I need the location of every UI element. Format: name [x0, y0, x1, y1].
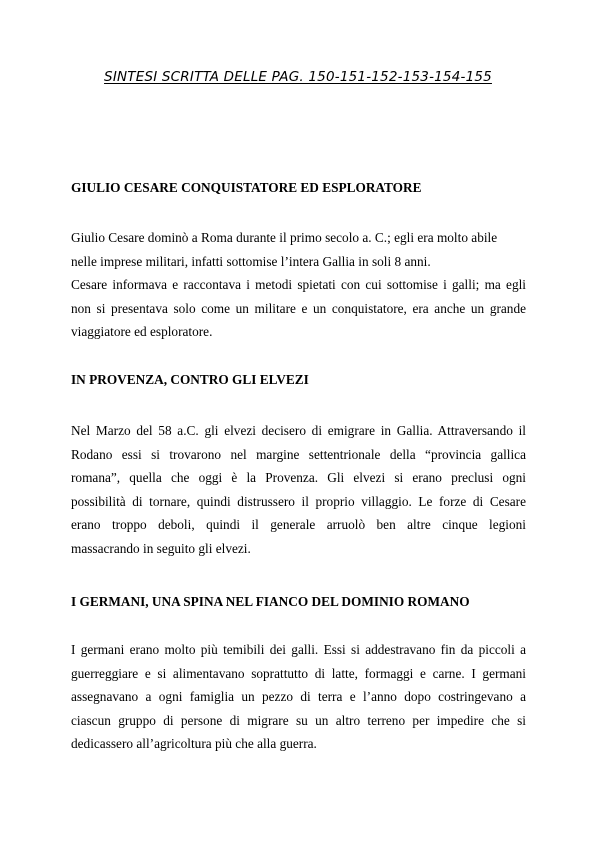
document-title: SINTESI SCRITTA DELLE PAG. 150-151-152-153-154-155: [104, 69, 492, 85]
paragraph-line: viaggiatore ed esploratore.: [71, 324, 213, 339]
paragraph-line: I germani erano molto più temibili dei galli. Essi si addestravano fin da piccoli a: [71, 642, 526, 657]
paragraph-line: massacrando in seguito gli elvezi.: [71, 540, 251, 556]
paragraph-line: Giulio Cesare dominò a Roma durante il primo secolo a. C.; egli era molto abile: [71, 230, 498, 245]
paragraph-line: romana”, quella che oggi è la Provenza. Gli elvezi si erano preclusi ogni: [71, 470, 526, 485]
paragraph-line: dedicassero all’agricoltura più che alla guerra.: [71, 736, 317, 751]
paragraph-line: Rodano essi si trovarono nel margine settentrionale della “provincia gallica: [71, 446, 526, 462]
section-paragraph-provenza: [71, 419, 526, 560]
paragraph-line: Cesare informava e raccontava i metodi spietati con cui sottomise i galli; ma egli: [71, 277, 526, 292]
paragraph-line: nelle imprese militari, infatti sottomise l’intera Gallia in soli 8 anni.: [71, 253, 431, 269]
paragraph-line: possibilità di tornare, quindi distrussero il proprio villaggio. Le forze di Cesare: [71, 493, 526, 509]
paragraph-line: non si presentava solo come un militare e un conquistatore, era anche un grande: [71, 300, 526, 316]
paragraph-line: ciascun gruppo di persone di migrare su un altro terreno per impedire che si: [71, 712, 526, 728]
paragraph-line: guerreggiare e si alimentavano soprattutto di latte, formaggi e carne. I germani: [71, 665, 526, 681]
section-paragraph-germani: [71, 638, 526, 756]
paragraph-line: erano troppo deboli, quindi il generale arruolò ben altre cinque legioni: [71, 517, 526, 532]
paragraph-line: assegnavano a ogni famiglia un pezzo di terra e l’anno dopo costringevano a: [71, 689, 526, 704]
section-paragraph-cesare: [71, 226, 526, 344]
paragraph-line: Nel Marzo del 58 a.C. gli elvezi decisero di emigrare in Gallia. Attraversando il: [71, 423, 526, 438]
section-heading-germani: I GERMANI, UNA SPINA NEL FIANCO DEL DOMINIO ROMANO: [71, 594, 470, 609]
section-heading-provenza: IN PROVENZA, CONTRO GLI ELVEZI: [71, 372, 309, 387]
section-heading-cesare: GIULIO CESARE CONQUISTATORE ED ESPLORATORE: [71, 180, 422, 195]
